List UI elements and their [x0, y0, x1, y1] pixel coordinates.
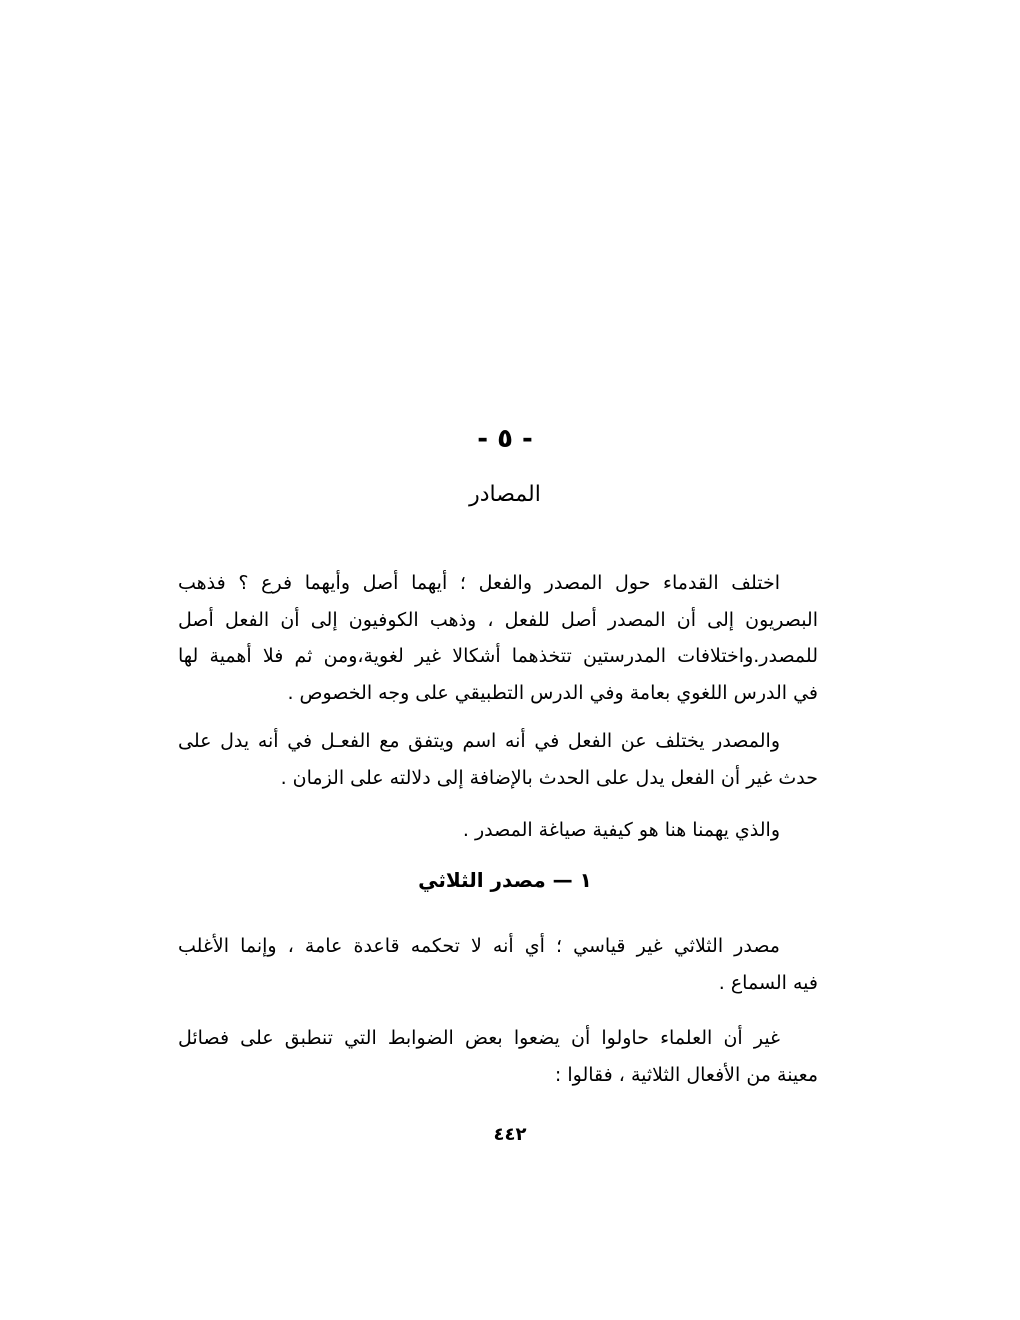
paragraph-line: للمصدر.واختلافات المدرستين تتخذهما أشكالا غير لغوية،ومن ثم فلا أهمية لها — [178, 645, 818, 667]
paragraph-masdar-vs-verb — [178, 723, 818, 796]
paragraph-line: في الدرس اللغوي بعامة وفي الدرس التطبيقي على وجه الخصوص . — [287, 681, 818, 704]
chapter-title: المصادر — [469, 482, 541, 507]
paragraph-line: والذي يهمنا هنا هو كيفية صياغة المصدر . — [462, 819, 780, 841]
paragraph-line: اختلف القدماء حول المصدر والفعل ؛ أيهما أصل وأيهما فرع ؟ فذهب — [178, 572, 780, 594]
paragraph-line: والمصدر يختلف عن الفعل في أنه اسم ويتفق مع الفعـل في أنه يدل على — [178, 730, 780, 752]
paragraph-scholars-rules — [178, 1020, 818, 1093]
paragraph-line: غير أن العلماء حاولوا أن يضعوا بعض الضوابط التي تنطبق على فصائل — [178, 1027, 780, 1049]
section-heading: ١ — مصدر الثلاثي — [418, 868, 592, 892]
paragraph-line: حدث غير أن الفعل يدل على الحدث بالإضافة إلى دلالته على الزمان . — [280, 766, 818, 789]
paragraph-line: فيه السماع . — [718, 971, 818, 994]
paragraph-line: مصدر الثلاثي غير قياسي ؛ أي أنه لا تحكمه قاعدة عامة ، وإنما الأغلب — [178, 935, 780, 957]
paragraph-triliteral-masdar — [178, 928, 818, 1001]
paragraph-focus — [178, 812, 818, 849]
paragraph-origin-dispute — [178, 565, 818, 711]
chapter-number: - ٥ - — [477, 424, 533, 454]
paragraph-line: البصريون إلى أن المصدر أصل للفعل ، وذهب الكوفيون إلى أن الفعل أصل — [178, 608, 818, 631]
page-number: ٤٤٢ — [493, 1124, 527, 1145]
paragraph-line: معينة من الأفعال الثلاثية ، فقالوا : — [554, 1063, 818, 1086]
